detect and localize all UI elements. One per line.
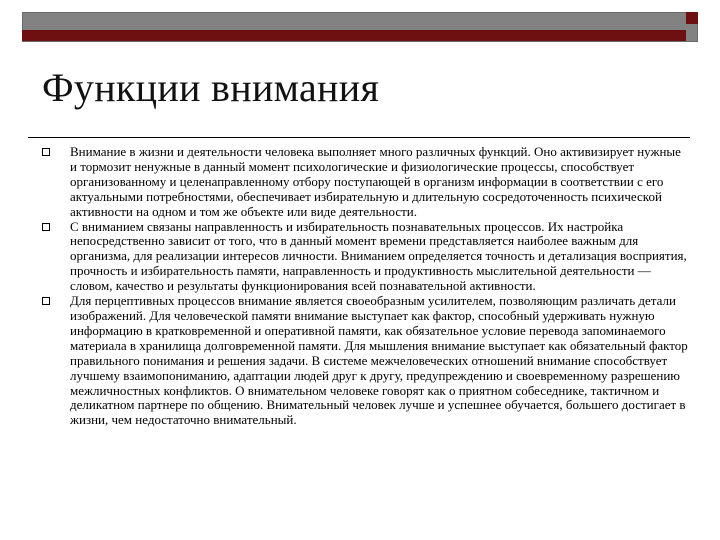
bullet-list bbox=[42, 145, 688, 428]
bullet-text: Внимание в жизни и деятельности человека выполняет много различных функций. Оно активизирует нужные и тормозит ненужные в данный момент психологические и физиологические процессы, способствует организованному и целенаправленному отбору поступающей в организм информации в соответствии с его актуальными потребностями, обеспечивает избирательную и длительную сосредоточенность психической активности на одном и том же объекте или виде деятельности. bbox=[70, 144, 681, 219]
bullet-text: Для перцептивных процессов внимание является своеобразным усилителем, позволяющим различать детали изображений. Для человеческой памяти внимание выступает как фактор, способный удерживать нужную информацию в кратковременной и оперативной памяти, как обязательное условие перевода запоминаемого материала в хранилища долговременной памяти. Для мышления внимание выступает как обязательный фактор правильного понимания и решения задачи. В системе межчеловеческих отношений внимание способствует лучшему взаимопониманию, адаптации людей друг к другу, предупреждению и своевременному разрешению межличностных конфликтов. О внимательном человеке говорят как о приятном собеседнике, тактичном и деликатном партнере по общению. Внимательный человек лучше и успешнее обучается, большего достигает в жизни, чем недостаточно внимательный. bbox=[70, 293, 688, 428]
list-item bbox=[42, 145, 688, 220]
header-bar-corner-square bbox=[686, 12, 698, 24]
title-divider bbox=[28, 137, 690, 138]
header-bar-dark-red bbox=[22, 30, 686, 41]
square-bullet-icon bbox=[42, 294, 70, 305]
slide-title: Функции внимания bbox=[42, 65, 380, 110]
square-bullet-icon bbox=[42, 220, 70, 231]
list-item bbox=[42, 294, 688, 428]
bullet-text: С вниманием связаны направленность и избирательность познавательных процессов. Их настройка непосредственно зависит от того, что в данный момент времени представляется наиболее важным для организма, для реализации интересов личности. Вниманием определяется точность и детализация восприятия, прочность и избирательность памяти, направленность и продуктивность мыслительной деятельности — словом, качество и результаты функционирования всей познавательной активности. bbox=[70, 218, 687, 294]
square-bullet-icon bbox=[42, 145, 70, 156]
list-item bbox=[42, 220, 688, 295]
